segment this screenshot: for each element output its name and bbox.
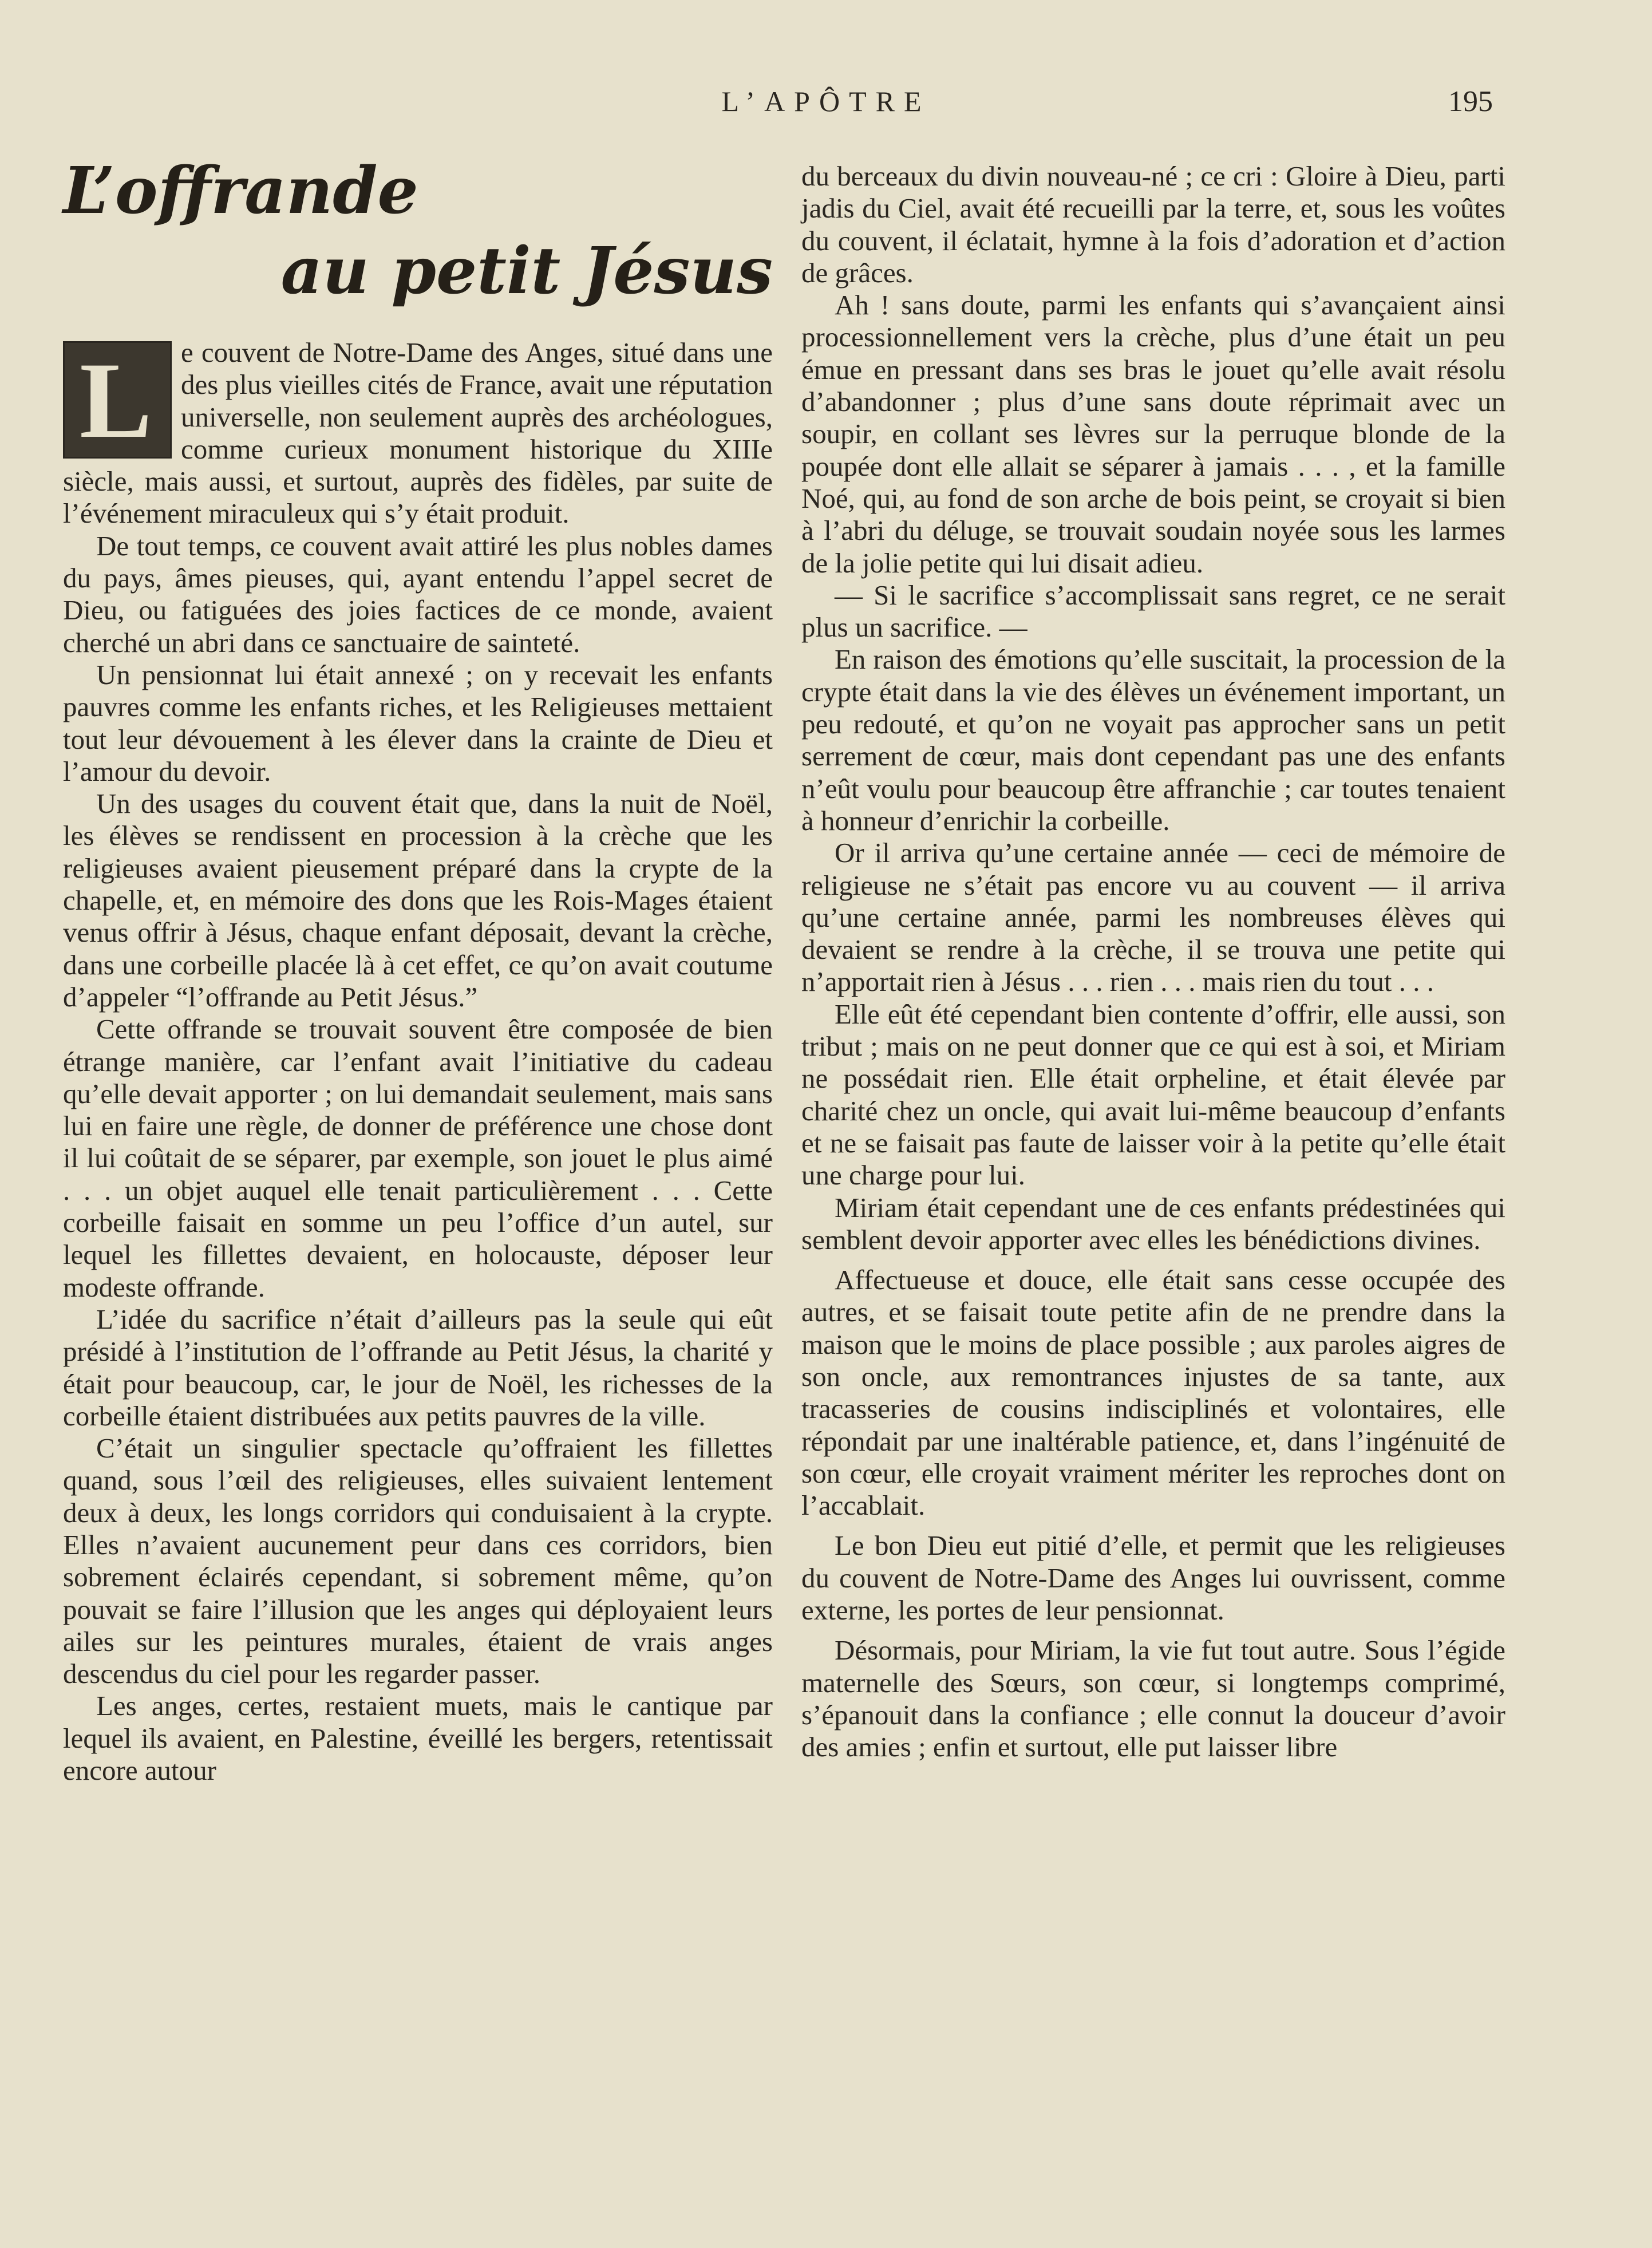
paragraph: En raison des émotions qu’elle suscitait, la procession de la crypte était dans la vie des élèves un événement important, un peu redouté, et qu’on ne voyait pas approcher sans un petit serrement de cœur, mais dont cependant pas une des enfants n’eût voulu pour beaucoup être affranchie ; car toutes tenaient à honneur d’enrichir la corbeille. [801, 643, 1505, 836]
paragraph: Un pensionnat lui était annexé ; on y recevait les enfants pauvres comme les enfants riches, et les Religieuses mettaient tout leur dévouement à les élever dans la crainte de Dieu et l’amour du devoir. [63, 658, 773, 787]
running-header: L’APÔTRE [721, 85, 931, 117]
paragraph: Affectueuse et douce, elle était sans cesse occupée des autres, et se faisait toute petite afin de ne prendre dans la maison que le moins de place possible ; aux paroles aigres de son oncle, aux remontrances injustes de sa tante, aux tracasseries de cousins indisciplinés et volontaires, elle répondait par une inaltérable patience, et, dans l’ingénuité de son cœur, elle croyait vraiment mériter les reproches dont on l’accablait. [801, 1264, 1505, 1522]
paragraph: Cette offrande se trouvait souvent être composée de bien étrange manière, car l’enfant avait l’initiative du cadeau qu’elle devait apporter ; on lui demandait seulement, mais sans lui en faire une règle, de donner de préférence une chose dont il lui coûtait de se séparer, par exemple, son jouet le plus aimé . . . un objet auquel elle tenait particulièrement . . . Cette corbeille faisait en somme un peu l’office d’un autel, sur lequel les fillettes devaient, en holocauste, déposer leur modeste offrande. [63, 1013, 773, 1303]
article-title [63, 153, 773, 325]
paragraph [63, 337, 773, 530]
paragraph: — Si le sacrifice s’accomplissait sans regret, ce ne serait plus un sacrifice. — [801, 579, 1505, 643]
title-line-2: au petit Jésus [280, 234, 773, 309]
paragraph: De tout temps, ce couvent avait attiré les plus nobles dames du pays, âmes pieuses, qui, ayant entendu l’appel secret de Dieu, ou fatiguées des joies factices de ce monde, avaient cherché un abri dans ce sanctuaire de sainteté. [63, 530, 773, 658]
paragraph: Désormais, pour Miriam, la vie fut tout autre. Sous l’égide maternelle des Sœurs, son cœur, si longtemps comprimé, s’épanouit dans la confiance ; elle connut la douceur d’avoir des amies ; enfin et surtout, elle put laisser libre [801, 1634, 1505, 1763]
paragraph: Le bon Dieu eut pitié d’elle, et permit que les religieuses du couvent de Notre-Dame des Anges lui ouvrissent, comme externe, les portes de leur pensionnat. [801, 1530, 1505, 1626]
paragraph: C’était un singulier spectacle qu’offraient les fillettes quand, sous l’œil des religieuses, elles suivaient lentement deux à deux, les longs corridors qui conduisaient à la crypte. Elles n’avaient aucunement peur dans ces corridors, bien sobrement éclairés cependant, si sobrement même, qu’on pouvait se faire l’illusion que les anges qui déployaient leurs ailes sur les peintures murales, étaient de vrais anges descendus du ciel pour les regarder passer. [63, 1432, 773, 1690]
paragraph: L’idée du sacrifice n’était d’ailleurs pas la seule qui eût présidé à l’institution de l’offrande au Petit Jésus, la charité y était pour beaucoup, car, le jour de Noël, les richesses de la corbeille étaient distribuées aux petits pauvres de la ville. [63, 1303, 773, 1432]
paragraph: Les anges, certes, restaient muets, mais le cantique par lequel ils avaient, en Palestine, éveillé les bergers, retentissait encore autour [63, 1690, 773, 1787]
right-column [801, 160, 1505, 1764]
paragraph: Or il arriva qu’une certaine année — ceci de mémoire de religieuse ne s’était pas encore vu au couvent — il arriva qu’une certaine année, parmi les nombreuses élèves qui devaient se rendre à la crèche, il se trouva une petite qui n’apportait rien à Jésus . . . rien . . . mais rien du tout . . . [801, 837, 1505, 998]
title-line-1: L’offrande [63, 153, 418, 228]
paragraph: du berceaux du divin nouveau-né ; ce cri : Gloire à Dieu, parti jadis du Ciel, avait été recueilli par la terre, et, sous les voûtes du couvent, il éclatait, hymne à la fois d’adoration et d’action de grâces. [801, 160, 1505, 289]
left-column [63, 337, 773, 1787]
paragraph: Ah ! sans doute, parmi les enfants qui s’avançaient ainsi processionnellement vers la crèche, plus d’une était un peu émue en pressant dans ses bras le jouet qu’elle avait résolu d’abandonner ; plus d’une sans doute réprimait avec un soupir, en collant ses lèvres sur la perruque blonde de la poupée dont elle allait se séparer à jamais . . . , et la famille Noé, qui, au fond de son arche de bois peint, se croyait si bien à l’abri du déluge, se trouvait soudain noyée sous les larmes de la jolie petite qui lui disait adieu. [801, 289, 1505, 579]
page-number: 195 [1448, 85, 1493, 118]
paragraph: Miriam était cependant une de ces enfants prédestinées qui semblent devoir apporter avec elles les bénédictions divines. [801, 1191, 1505, 1255]
drop-cap-letter: L [80, 341, 152, 461]
paragraph: Un des usages du couvent était que, dans la nuit de Noël, les élèves se rendissent en procession à la crèche que les religieuses avaient pieusement préparé dans la crypte de la chapelle, et, en mémoire des dons que les Rois-Mages étaient venus offrir à Jésus, chaque enfant déposait, devant la crèche, dans une corbeille placée là à cet effet, ce qu’on avait coutume d’appeler “l’offrande au Petit Jésus.” [63, 788, 773, 1013]
paragraph: Elle eût été cependant bien contente d’offrir, elle aussi, son tribut ; mais on ne peut donner que ce qui est à soi, et Miriam ne possédait rien. Elle était orpheline, et était élevée par charité chez un oncle, qui avait lui-même beaucoup d’enfants et ne se faisait pas faute de laisser voir à la petite qu’elle était une charge pour lui. [801, 998, 1505, 1191]
paragraph-text: e couvent de Notre-Dame des Anges, situé dans une des plus vieilles cités de France, avait une réputation universelle, non seulement auprès des archéologues, comme curieux monument historique du XIIIe siècle, mais aussi, et surtout, auprès des fidèles, par suite de l’événement miraculeux qui s’y était produit. [63, 337, 773, 530]
drop-cap-ornament [63, 341, 172, 459]
